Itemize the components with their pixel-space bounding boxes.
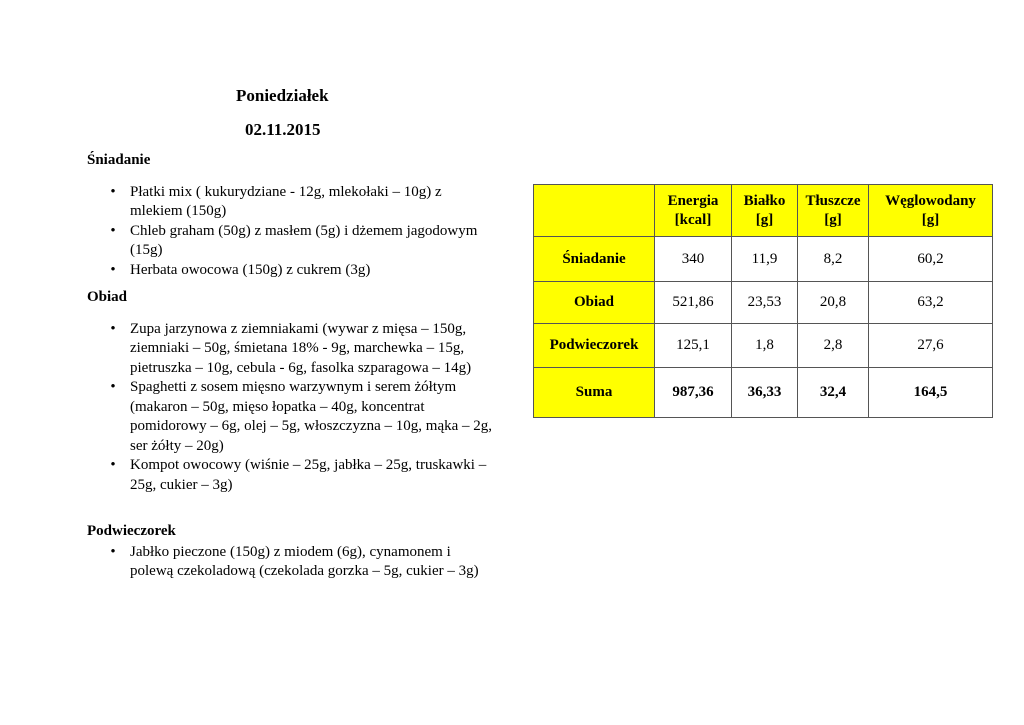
header-carbs-name: Węglowodany [885, 192, 976, 209]
table-cell: 521,86 [655, 282, 732, 324]
table-cell: 2,8 [798, 324, 869, 368]
list-item-text: Płatki mix ( kukurydziane - 12g, mlekołaki – 10g) z mlekiem (150g) [130, 183, 442, 219]
page-title: Poniedziałek [236, 86, 329, 105]
breakfast-heading: Śniadanie [87, 152, 151, 168]
list-item [87, 222, 497, 261]
total-cell: 164,5 [869, 368, 993, 418]
list-item-text: Jabłko pieczone (150g) z miodem (6g), cynamonem i polewą czekoladową (czekolada gorzka – 5g, cukier – 3g) [130, 543, 479, 579]
table-row [534, 282, 993, 324]
list-item [87, 183, 497, 222]
total-cell: 36,33 [732, 368, 798, 418]
lunch-list [87, 320, 497, 496]
header-fat-name: Tłuszcze [805, 192, 861, 209]
header-protein-unit: [g] [755, 211, 774, 228]
table-cell: 11,9 [732, 237, 798, 282]
header-corner-cell [534, 185, 655, 237]
snack-heading: Podwieczorek [87, 523, 176, 539]
row-label: Podwieczorek [534, 324, 655, 368]
table-row [534, 237, 993, 282]
header-protein [732, 185, 798, 237]
header-energy-name: Energia [667, 192, 719, 209]
bullet-icon: • [110, 379, 116, 395]
row-label: Suma [534, 368, 655, 418]
header-carbs-unit: [g] [921, 211, 940, 228]
bullet-icon: • [110, 320, 116, 337]
row-label: Śniadanie [534, 237, 655, 282]
table-total-row [534, 368, 993, 418]
table-cell: 63,2 [869, 282, 993, 324]
bullet-icon: • [110, 222, 116, 239]
bullet-icon: • [110, 543, 116, 560]
total-cell: 32,4 [798, 368, 869, 418]
list-item-text: Kompot owocowy (wiśnie – 25g, jabłka – 25g, truskawki – 25g, cukier – 3g) [130, 457, 487, 493]
header-carbs [869, 185, 993, 237]
table-cell: 23,53 [732, 282, 798, 324]
header-energy [655, 185, 732, 237]
page-date: 02.11.2015 [245, 120, 321, 139]
list-item-text: Herbata owocowa (150g) z cukrem (3g) [130, 261, 371, 278]
table-cell: 8,2 [798, 237, 869, 282]
list-item [87, 261, 497, 281]
menu-column [87, 148, 497, 582]
bullet-icon: • [110, 183, 116, 200]
bullet-icon: • [110, 261, 116, 278]
bullet-icon: • [110, 457, 116, 473]
breakfast-list [87, 183, 497, 281]
table-header-row [534, 185, 993, 237]
table-cell: 20,8 [798, 282, 869, 324]
table-cell: 1,8 [732, 324, 798, 368]
table-cell: 125,1 [655, 324, 732, 368]
list-item-text: Zupa jarzynowa z ziemniakami (wywar z mięsa – 150g, ziemniaki – 50g, śmietana 18% - 9g, marchewka – 15g, pietruszka – 10g, cebula - 6g, fasolka szparagowa – 14g) [130, 320, 472, 376]
list-item [87, 456, 497, 495]
lunch-heading: Obiad [87, 289, 128, 305]
table-cell: 60,2 [869, 237, 993, 282]
header-energy-unit: [kcal] [674, 211, 712, 228]
snack-list [87, 543, 497, 582]
header-fat [798, 185, 869, 237]
header-protein-name: Białko [743, 192, 786, 209]
table-row [534, 324, 993, 368]
nutrition-table [533, 184, 993, 418]
table-cell: 27,6 [869, 324, 993, 368]
list-item [87, 320, 497, 379]
list-item-text: Chleb graham (50g) z masłem (5g) i dżemem jagodowym (15g) [130, 222, 478, 258]
list-item [87, 543, 497, 582]
list-item [87, 378, 497, 456]
table-cell: 340 [655, 237, 732, 282]
list-item-text: Spaghetti z sosem mięsno warzywnym i serem żółtym (makaron – 50g, mięso łopatka – 40g, koncentrat pomidorowy – 6g, olej – 5g, włoszczyzna – 10g, mąka – 2g, ser żółty – 20g) [130, 379, 493, 454]
header-fat-unit: [g] [824, 211, 842, 228]
total-cell: 987,36 [655, 368, 732, 418]
row-label: Obiad [534, 282, 655, 324]
